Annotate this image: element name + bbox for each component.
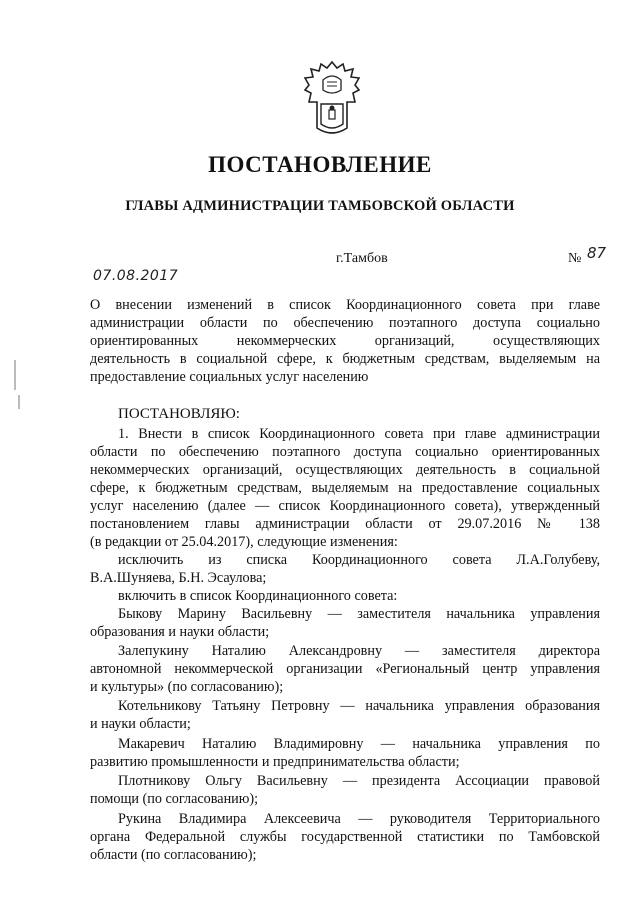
- scan-mark: [14, 360, 16, 390]
- body-line: включить в список Координационного совета:: [118, 588, 398, 604]
- body-line: Котельникову Татьяну Петровну — начальника управления образования: [118, 698, 600, 714]
- subject-line: администрации области по обеспечению поэтапного доступа социально: [90, 315, 600, 331]
- subject-line: деятельность в социальной сфере, к бюджетным средствам, выделяемым на: [90, 351, 600, 367]
- scan-mark: [18, 395, 20, 409]
- body-line: Залепукину Наталию Александровну — заместителя директора: [118, 643, 600, 659]
- body-line: некоммерческих организаций, осуществляющих деятельность в социальной: [90, 462, 600, 478]
- page-subtitle: ГЛАВЫ АДМИНИСТРАЦИИ ТАМБОВСКОЙ ОБЛАСТИ: [125, 198, 515, 214]
- page-title: ПОСТАНОВЛЕНИЕ: [208, 152, 432, 177]
- body-line: развитию промышленности и предпринимательства области;: [90, 754, 460, 770]
- body-line: помощи (по согласованию);: [90, 791, 259, 807]
- coat-of-arms-icon: [301, 60, 363, 138]
- body-line: сфере, к бюджетным средствам, выделяемым на предоставление социальных: [90, 480, 600, 496]
- subject-line: предоставление социальных услуг населению: [90, 369, 369, 385]
- body-line: Рукина Владимира Алексеевича — руководителя Территориального: [118, 811, 600, 827]
- body-line: органа Федеральной службы государственной статистики по Тамбовской: [90, 829, 600, 845]
- handwritten-number: 87: [587, 244, 607, 262]
- body-line: Плотникову Ольгу Васильевну — президента Ассоциации правовой: [118, 773, 600, 789]
- body-line: и культуры» (по согласованию);: [90, 679, 284, 695]
- resolve-heading: ПОСТАНОВЛЯЮ:: [118, 406, 240, 422]
- subject-line: ориентированных некоммерческих организаций, осуществляющих: [90, 333, 600, 349]
- body-line: образования и науки области;: [90, 624, 270, 640]
- body-line: постановлением главы администрации области от 29.07.2016 № 138: [90, 516, 600, 532]
- handwritten-date: 07.08.2017: [93, 268, 179, 284]
- body-line: (в редакции от 25.04.2017), следующие изменения:: [90, 534, 398, 550]
- body-line: услуг населению (далее — список Координационного совета), утвержденный: [90, 498, 600, 514]
- subject-line: О внесении изменений в список Координационного совета при главе: [90, 297, 600, 313]
- number-label: №: [568, 251, 582, 266]
- body-line: исключить из списка Координационного совета Л.А.Голубеву,: [118, 552, 600, 568]
- body-line: области (по согласованию);: [90, 847, 257, 863]
- body-line: Быкову Марину Васильевну — заместителя начальника управления: [118, 606, 600, 622]
- body-line: Макаревич Наталию Владимировну — начальника управления по: [118, 736, 600, 752]
- body-line: области по обеспечению поэтапного доступа социально ориентированных: [90, 444, 600, 460]
- body-line: В.А.Шуняева, Б.Н. Эсаулова;: [90, 570, 267, 586]
- body-line: автономной некоммерческой организации «Региональный центр управления: [90, 661, 600, 677]
- body-line: 1. Внести в список Координационного совета при главе администрации: [118, 426, 600, 442]
- city-label: г.Тамбов: [336, 251, 388, 266]
- body-line: и науки области;: [90, 716, 191, 732]
